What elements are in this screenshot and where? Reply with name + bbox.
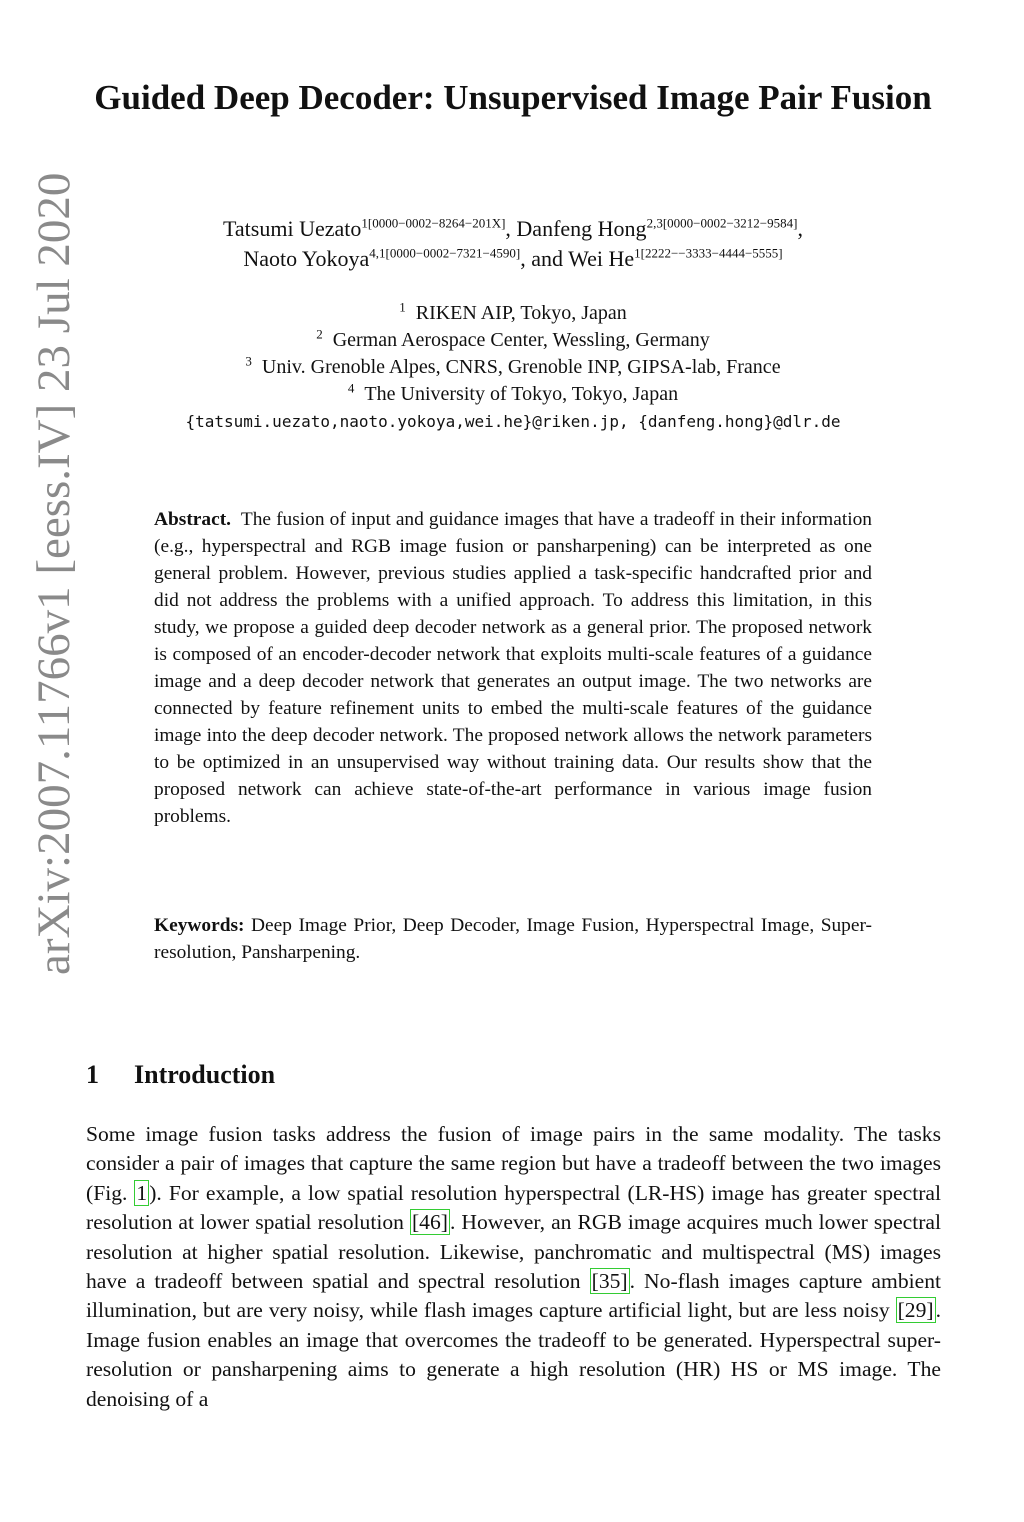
keywords (154, 912, 872, 966)
author-orcid: 1[2222−−3333−4444−5555] (634, 245, 783, 261)
intro-text: Some image fusion tasks address the fusion of image pairs in the same modality. The tasks consider a pair of images that capture the same region but have a tradeoff between the two images (Fig. (86, 1122, 941, 1205)
author-name: Tatsumi Uezato (223, 216, 362, 241)
section-heading (86, 1058, 275, 1092)
keywords-label: Keywords: (154, 915, 245, 936)
introduction-paragraph (86, 1120, 941, 1414)
author-separator: , (797, 216, 803, 241)
author-emails: {tatsumi.uezato,naoto.yokoya,wei.he}@riken.jp, {danfeng.hong}@dlr.de (185, 412, 841, 431)
author-orcid: 2,3[0000−0002−3212−9584] (646, 215, 798, 231)
abstract (154, 506, 872, 830)
intro-text: . No-flash images capture ambient illumination, but are very noisy, while flash images capture artificial light, but are less noisy (86, 1269, 941, 1323)
affiliation-text: RIKEN AIP, Tokyo, Japan (415, 302, 627, 324)
affiliation (80, 327, 946, 354)
affiliation-number: 1 (399, 299, 406, 315)
affiliation (80, 381, 946, 408)
affiliation (80, 300, 946, 327)
author-separator: , and (520, 246, 569, 271)
section-number: 1 (86, 1060, 99, 1089)
affiliation (80, 354, 946, 381)
figure-reference-link[interactable]: 1 (136, 1180, 148, 1205)
citation-link[interactable]: [35] (591, 1269, 628, 1294)
author-name: Wei He (568, 246, 635, 271)
arxiv-identifier-stamp: arXiv:2007.11766v1 [eess.IV] 23 Jul 2020 (28, 172, 80, 975)
author-name: Naoto Yokoya (243, 246, 370, 271)
keywords-text: Deep Image Prior, Deep Decoder, Image Fusion, Hyperspectral Image, Super-resolution, Pansharpening. (154, 915, 872, 963)
section-title: Introduction (134, 1060, 276, 1089)
paper-title: Guided Deep Decoder: Unsupervised Image Pair Fusion (94, 78, 932, 117)
author-separator: , (505, 216, 517, 241)
abstract-text: The fusion of input and guidance images that have a tradeoff in their information (e.g., hyperspectral and RGB image fusion or pansharpening) can be interpreted as one general problem. However, previous studies applied a task-specific handcrafted prior and did not address the problems with a unified approach. To address this limitation, in this study, we propose a guided deep decoder network as a general prior. The proposed network is composed of an encoder-decoder network that exploits multi-scale features of a guidance image and a deep decoder network that generates an output image. The two networks are connected by feature refinement units to embed the multi-scale features of the guidance image into the deep decoder network. The proposed network allows the network parameters to be optimized in an unsupervised way without training data. Our results show that the proposed network can achieve state-of-the-art performance in various image fusion problems. (154, 509, 872, 827)
affiliation-text: The University of Tokyo, Tokyo, Japan (364, 383, 679, 405)
affiliation-number: 3 (245, 353, 252, 369)
citation-link[interactable]: [29] (897, 1298, 934, 1323)
affiliation-list (80, 300, 946, 435)
intro-text: ). For example, a low spatial resolution hyperspectral (LR-HS) image has greater spectral resolution at lower spatial resolution (86, 1180, 941, 1235)
author-orcid: 4,1[0000−0002−7321−4590] (369, 245, 521, 261)
author-list (80, 214, 946, 274)
affiliation-number: 4 (347, 380, 355, 396)
intro-text: . Image fusion enables an image that overcomes the tradeoff to be generated. Hyperspectral super-resolution or pansharpening aims to generate a high resolution (HR) HS or MS image. The denoising of a (86, 1298, 941, 1411)
abstract-label: Abstract. (154, 509, 232, 530)
affiliation-number: 2 (316, 326, 323, 342)
affiliation-text: Univ. Grenoble Alpes, CNRS, Grenoble INP, GIPSA-lab, France (261, 356, 781, 378)
citation-link[interactable]: [46] (411, 1210, 448, 1235)
author-orcid: 1[0000−0002−8264−201X] (361, 215, 506, 231)
affiliation-text: German Aerospace Center, Wessling, Germany (332, 329, 710, 351)
author-name: Danfeng Hong (516, 216, 647, 241)
intro-text: . However, an RGB image acquires much lower spectral resolution at higher spatial resolution. Likewise, panchromatic and multispectral (MS) images have a tradeoff between spatial and spectral resolution (86, 1210, 942, 1294)
